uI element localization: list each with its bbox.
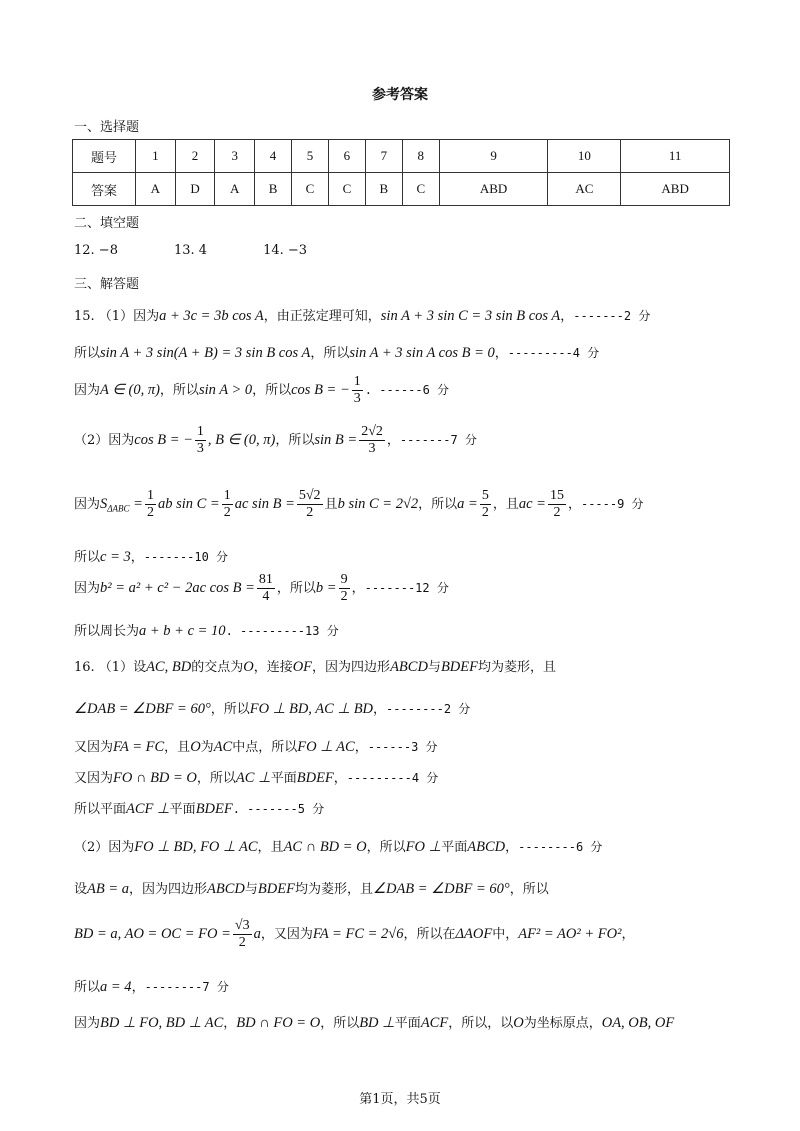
numerator: 15 bbox=[549, 488, 564, 503]
denominator: 2 bbox=[306, 505, 314, 520]
solution-line bbox=[74, 736, 438, 756]
text: （2）因为 bbox=[74, 433, 135, 448]
fill-answer-12: 12. −8 bbox=[74, 243, 118, 258]
numerator: 2√2 bbox=[361, 424, 383, 439]
math-expr: a + b + c = 10 bbox=[139, 623, 226, 639]
math-expr: a + 3c = 3b cos A bbox=[159, 308, 264, 324]
text: 16. （1）设 bbox=[74, 660, 147, 675]
numerator: 81 bbox=[258, 572, 273, 587]
text: ，所以在 bbox=[403, 927, 456, 942]
text: ，且 bbox=[492, 497, 519, 512]
text: ， bbox=[621, 927, 635, 942]
score-marker: ---------4 分 bbox=[346, 771, 439, 785]
fraction bbox=[222, 488, 233, 521]
text: 的交点为 bbox=[191, 660, 244, 675]
solution-line bbox=[74, 546, 228, 566]
text: 又因为 bbox=[74, 771, 114, 786]
score-marker: -------2 分 bbox=[573, 309, 651, 323]
text: ，所以 bbox=[275, 433, 315, 448]
text: ， bbox=[505, 840, 519, 855]
text: 且 bbox=[324, 497, 338, 512]
text: ，所以 bbox=[196, 771, 236, 786]
fraction bbox=[548, 488, 566, 521]
denominator: 2 bbox=[340, 589, 348, 604]
score-marker: -------10 分 bbox=[143, 550, 229, 564]
text: ， bbox=[130, 550, 144, 565]
math-expr: sin B = bbox=[314, 432, 358, 448]
text: ，且 bbox=[257, 840, 284, 855]
math-expr: S bbox=[100, 496, 108, 512]
text: 所以 bbox=[74, 346, 101, 361]
math-expr: , B ∈ (0, π) bbox=[207, 432, 276, 448]
math-expr: O bbox=[243, 659, 254, 675]
solution-line bbox=[74, 342, 599, 362]
text: 所以周长为 bbox=[74, 624, 140, 639]
table-cell: C bbox=[328, 173, 365, 206]
math-expr: ab sin C = bbox=[157, 496, 220, 512]
solution-line bbox=[74, 1012, 674, 1032]
table-row-numbers bbox=[73, 140, 730, 173]
math-expr: BDEF bbox=[440, 659, 478, 675]
denominator: 3 bbox=[353, 391, 361, 406]
text: 因为 bbox=[74, 1016, 101, 1031]
numerator: 1 bbox=[353, 374, 361, 389]
math-expr: FA = FC = 2√6 bbox=[312, 926, 404, 942]
table-cell: 11 bbox=[621, 140, 730, 173]
math-expr: ACF bbox=[420, 1015, 449, 1031]
table-cell: D bbox=[175, 173, 215, 206]
math-expr: ABCD bbox=[207, 881, 245, 897]
text: ， bbox=[131, 980, 145, 995]
math-expr: BDEF bbox=[195, 801, 233, 817]
math-subscript: ΔABC bbox=[107, 503, 130, 514]
text: ，连接 bbox=[253, 660, 293, 675]
numerator: 1 bbox=[223, 488, 231, 503]
text: 平面 bbox=[169, 802, 196, 817]
math-expr: BDEF bbox=[296, 770, 334, 786]
solution-line bbox=[74, 698, 470, 718]
math-expr: BDEF bbox=[257, 881, 295, 897]
math-expr: AC, BD bbox=[146, 659, 192, 675]
denominator: 2 bbox=[223, 505, 231, 520]
math-expr: cos B = − bbox=[291, 382, 350, 398]
text: 平面 bbox=[441, 840, 468, 855]
score-marker: --------2 分 bbox=[386, 702, 471, 716]
fraction bbox=[233, 918, 252, 951]
numerator: 9 bbox=[340, 572, 348, 587]
text: 与 bbox=[427, 660, 441, 675]
math-expr: BD ⊥ FO, BD ⊥ AC bbox=[100, 1015, 224, 1031]
score-marker: -----9 分 bbox=[580, 497, 644, 511]
page-footer: 第1页，共5页 bbox=[359, 1092, 441, 1107]
text: ，由正弦定理可知， bbox=[263, 309, 381, 324]
section-choice-heading: 一、选择题 bbox=[74, 120, 140, 135]
denominator: 2 bbox=[481, 505, 489, 520]
fraction bbox=[339, 572, 350, 605]
numerator: √3 bbox=[234, 918, 250, 933]
denominator: 2 bbox=[553, 505, 561, 520]
table-cell: C bbox=[292, 173, 329, 206]
math-expr: b = bbox=[315, 580, 337, 596]
score-marker: -------12 分 bbox=[364, 581, 449, 595]
text: 因为 bbox=[74, 581, 101, 596]
text: 平面 bbox=[394, 1016, 421, 1031]
table-cell: 1 bbox=[136, 140, 176, 173]
math-expr: A ∈ (0, π) bbox=[100, 382, 160, 398]
math-expr: sin A + 3 sin A cos B = 0 bbox=[349, 345, 495, 361]
text: ，所以 bbox=[310, 346, 350, 361]
math-expr: ∠DAB = ∠DBF = 60° bbox=[372, 881, 510, 897]
solution-line bbox=[74, 488, 644, 521]
text: ，所以 bbox=[509, 882, 549, 897]
table-cell: B bbox=[365, 173, 402, 206]
math-expr: BD ⊥ bbox=[359, 1015, 395, 1031]
math-expr: b sin C = 2√2 bbox=[337, 496, 419, 512]
page-title: 参考答案 bbox=[372, 87, 428, 103]
table-cell: 3 bbox=[215, 140, 255, 173]
solution-line bbox=[74, 878, 549, 898]
text: （2）因为 bbox=[74, 840, 135, 855]
math-expr: ∠DAB = ∠DBF = 60° bbox=[74, 701, 211, 717]
text: 中， bbox=[492, 927, 519, 942]
table-cell: 6 bbox=[328, 140, 365, 173]
fraction bbox=[359, 424, 385, 457]
text: ，又因为 bbox=[260, 927, 313, 942]
denominator: 2 bbox=[238, 935, 246, 950]
fraction bbox=[257, 572, 275, 605]
math-expr: sin A > 0 bbox=[198, 382, 253, 398]
text: 因为 bbox=[74, 497, 101, 512]
math-expr: OF bbox=[292, 659, 313, 675]
math-expr: c = 3 bbox=[100, 549, 131, 565]
score-marker: -------7 分 bbox=[399, 433, 477, 447]
math-expr: cos B = − bbox=[134, 432, 193, 448]
table-cell: 5 bbox=[292, 140, 329, 173]
text: 均为菱形，且 bbox=[294, 882, 373, 897]
math-expr: ac = bbox=[518, 496, 546, 512]
numerator: 1 bbox=[146, 488, 154, 503]
text: ， bbox=[373, 702, 387, 717]
section-fill-heading: 二、填空题 bbox=[74, 216, 140, 231]
solution-line bbox=[74, 424, 477, 457]
text: ， bbox=[351, 581, 365, 596]
solution-line bbox=[74, 572, 449, 605]
score-marker: . ---------13 分 bbox=[225, 624, 339, 638]
solution-line bbox=[74, 918, 634, 951]
solution-line bbox=[74, 656, 556, 676]
math-expr: OA, OB, OF bbox=[601, 1015, 675, 1031]
score-marker: ---------4 分 bbox=[507, 346, 600, 360]
text: ， bbox=[223, 1016, 237, 1031]
text: ，且 bbox=[164, 740, 191, 755]
text: ， bbox=[386, 433, 400, 448]
text: ，因为四边形 bbox=[129, 882, 208, 897]
table-cell: ABD bbox=[439, 173, 548, 206]
solution-line bbox=[74, 836, 602, 856]
solution-line bbox=[74, 374, 449, 407]
math-expr: FO ⊥ BD, AC ⊥ BD bbox=[249, 701, 374, 717]
math-expr: ABCD bbox=[390, 659, 428, 675]
fraction bbox=[297, 488, 323, 521]
table-cell: A bbox=[136, 173, 176, 206]
text: ， bbox=[567, 497, 581, 512]
math-expr: = bbox=[129, 496, 143, 512]
text: 均为菱形，且 bbox=[477, 660, 556, 675]
fill-answer-14: 14. −3 bbox=[263, 243, 308, 258]
text: 所以平面 bbox=[74, 802, 127, 817]
math-expr: FO ⊥ BD, FO ⊥ AC bbox=[134, 839, 258, 855]
text: ，因为四边形 bbox=[312, 660, 391, 675]
table-cell: 7 bbox=[365, 140, 402, 173]
score-marker: --------7 分 bbox=[144, 980, 229, 994]
text: 平面 bbox=[270, 771, 297, 786]
math-expr: O bbox=[190, 739, 201, 755]
solution-line bbox=[74, 767, 438, 787]
solution-line bbox=[74, 798, 324, 818]
text: ，所以 bbox=[252, 383, 292, 398]
solution-line bbox=[74, 620, 339, 640]
text: ，所以 bbox=[366, 840, 406, 855]
table-cell: 4 bbox=[255, 140, 292, 173]
answer-table bbox=[72, 139, 730, 206]
table-cell: 8 bbox=[402, 140, 439, 173]
math-expr: FA = FC bbox=[113, 739, 165, 755]
denominator: 2 bbox=[146, 505, 154, 520]
text: 因为 bbox=[74, 383, 101, 398]
fill-answers bbox=[74, 243, 307, 258]
math-expr: ACF ⊥ bbox=[126, 801, 170, 817]
math-expr: BD = a, AO = OC = FO = bbox=[74, 926, 231, 942]
math-expr: b² = a² + c² − 2ac cos B = bbox=[100, 580, 255, 596]
score-marker: --------6 分 bbox=[518, 840, 603, 854]
math-expr: sin A + 3 sin(A + B) = 3 sin B cos A bbox=[100, 345, 311, 361]
table-cell: 9 bbox=[439, 140, 548, 173]
math-expr: AC ⊥ bbox=[235, 770, 271, 786]
denominator: 4 bbox=[262, 589, 270, 604]
denominator: 3 bbox=[196, 441, 204, 456]
table-cell: C bbox=[402, 173, 439, 206]
math-expr: AF² = AO² + FO² bbox=[518, 926, 622, 942]
text: 与 bbox=[244, 882, 258, 897]
score-marker: . ------6 分 bbox=[364, 383, 450, 397]
numerator: 5√2 bbox=[298, 488, 321, 503]
table-cell: 10 bbox=[548, 140, 621, 173]
text: ，所以 bbox=[159, 383, 199, 398]
math-expr: FO ⊥ AC bbox=[297, 739, 355, 755]
fill-answer-13: 13. 4 bbox=[173, 243, 208, 258]
text: ， bbox=[333, 771, 347, 786]
denominator: 3 bbox=[368, 441, 376, 456]
table-cell: AC bbox=[548, 173, 621, 206]
math-expr: ac sin B = bbox=[234, 496, 295, 512]
text: 又因为 bbox=[74, 740, 114, 755]
score-marker: . -------5 分 bbox=[232, 802, 325, 816]
text: ，所以 bbox=[320, 1016, 360, 1031]
table-cell: A bbox=[215, 173, 255, 206]
math-expr: ΔAOF bbox=[455, 926, 493, 942]
table-cell: 2 bbox=[175, 140, 215, 173]
numerator: 1 bbox=[196, 424, 204, 439]
text: ，所以，以 bbox=[448, 1016, 514, 1031]
score-marker: ------3 分 bbox=[367, 740, 438, 754]
math-expr: sin A + 3 sin C = 3 sin B cos A bbox=[380, 308, 561, 324]
text: ， bbox=[560, 309, 574, 324]
math-expr: a = bbox=[457, 496, 478, 512]
fraction bbox=[352, 374, 363, 407]
text: 所以 bbox=[74, 980, 101, 995]
text: ，所以 bbox=[210, 702, 250, 717]
math-expr: BD ∩ FO = O bbox=[236, 1015, 321, 1031]
text: 15. （1）因为 bbox=[74, 309, 160, 324]
math-expr: a bbox=[253, 926, 261, 942]
text: 中点，所以 bbox=[232, 740, 298, 755]
table-cell: ABD bbox=[621, 173, 730, 206]
table-row-answers bbox=[73, 173, 730, 206]
math-expr: AC bbox=[213, 739, 233, 755]
table-header-number: 题号 bbox=[73, 140, 136, 173]
fraction bbox=[195, 424, 206, 457]
math-expr: AC ∩ BD = O bbox=[283, 839, 367, 855]
text: 为 bbox=[200, 740, 214, 755]
table-header-answer: 答案 bbox=[73, 173, 136, 206]
math-expr: a = 4 bbox=[100, 979, 132, 995]
text: ，所以 bbox=[276, 581, 316, 596]
fraction bbox=[480, 488, 491, 521]
math-expr: O bbox=[513, 1015, 524, 1031]
fraction bbox=[145, 488, 156, 521]
text: ， bbox=[354, 740, 368, 755]
solution-line bbox=[74, 976, 229, 996]
math-expr: ABCD bbox=[467, 839, 506, 855]
text: 所以 bbox=[74, 550, 101, 565]
text: 设 bbox=[74, 882, 88, 897]
table-cell: B bbox=[255, 173, 292, 206]
text: ，所以 bbox=[418, 497, 458, 512]
section-solve-heading: 三、解答题 bbox=[74, 277, 140, 292]
numerator: 5 bbox=[481, 488, 489, 503]
text: ， bbox=[494, 346, 508, 361]
text: 为坐标原点， bbox=[523, 1016, 602, 1031]
math-expr: AB = a bbox=[87, 881, 130, 897]
math-expr: FO ∩ BD = O bbox=[113, 770, 197, 786]
math-expr: FO ⊥ bbox=[405, 839, 442, 855]
solution-line bbox=[74, 305, 650, 325]
